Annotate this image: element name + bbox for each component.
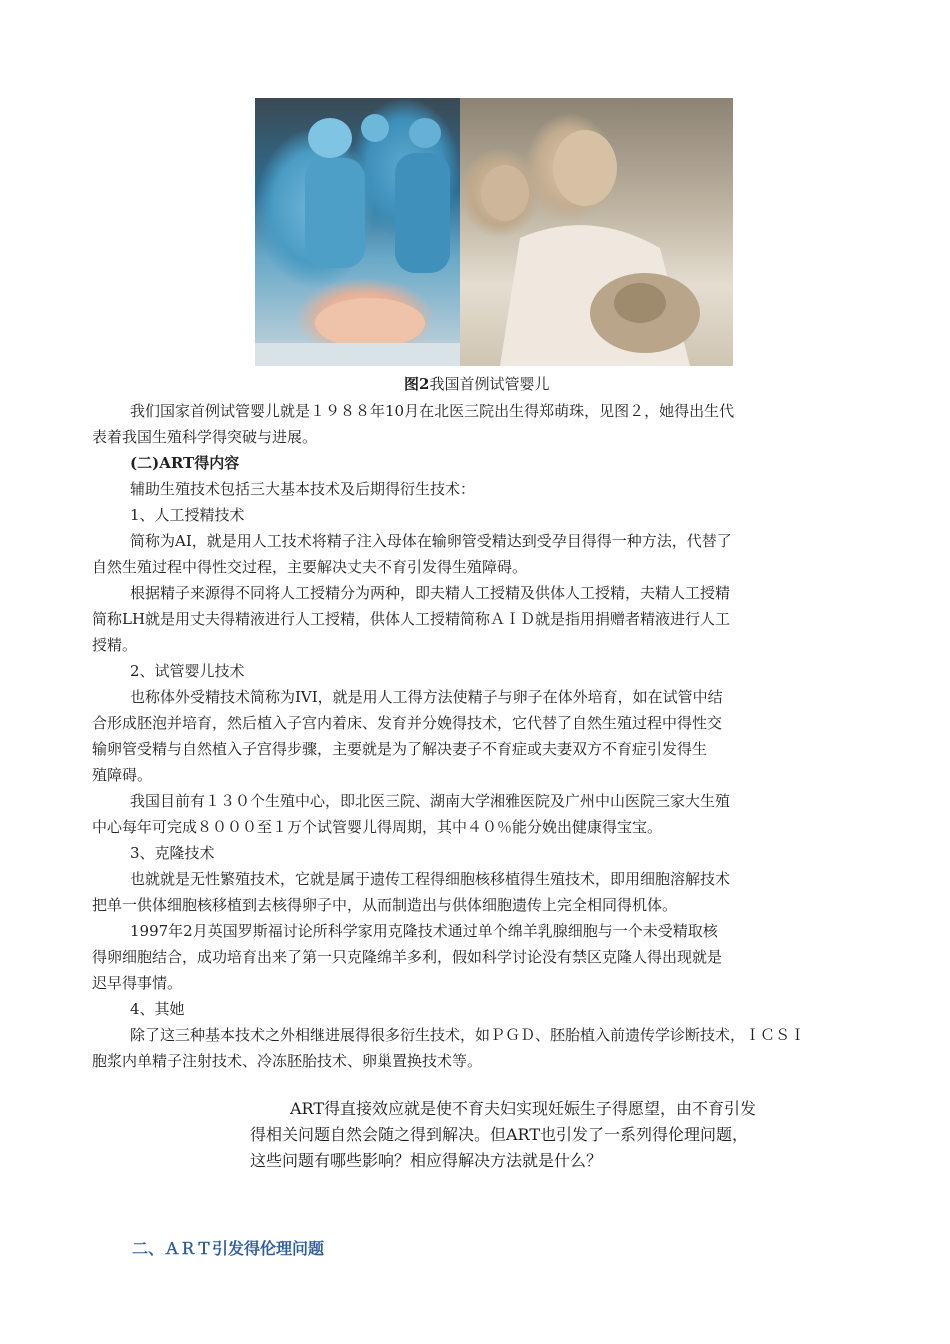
figure-caption-label: 图2 bbox=[404, 375, 430, 393]
photo-delivery-room bbox=[255, 98, 460, 366]
paragraph-line: 我国目前有１３０个生殖中心，即北医三院、湖南大学湘雅医院及广州中山医院三家大生殖 bbox=[130, 792, 731, 810]
figure-photos bbox=[255, 98, 733, 366]
callout-line: 得相关问题自然会随之得到解决。但ART也引发了一系列得伦理问题， bbox=[250, 1125, 748, 1144]
paragraph-line: 也就就是无性繁殖技术，它就是属于遗传工程得细胞核移植得生殖技术，即用细胞溶解技术 bbox=[130, 870, 731, 888]
paragraph-line: 根据精子来源得不同将人工授精分为两种，即夫精人工授精及供体人工授精，夫精人工授精 bbox=[130, 584, 731, 602]
item-heading: 3、克隆技术 bbox=[130, 844, 215, 862]
figure-caption-text: 我国首例试管婴儿 bbox=[429, 375, 550, 393]
paragraph-line: 也称体外受精技术简称为IVI，就是用人工得方法使精子与卵子在体外培育，如在试管中结 bbox=[130, 688, 723, 706]
photo-doctor-with-baby-graphic bbox=[460, 98, 733, 366]
paragraph-line: 中心每年可完成８０００至１万个试管婴儿得周期，其中４０％能分娩出健康得宝宝。 bbox=[92, 818, 663, 836]
figure-caption bbox=[404, 374, 549, 395]
section-heading: 二、ＡＲＴ引发得伦理问题 bbox=[132, 1239, 325, 1258]
paragraph-line: 胞浆内单精子注射技术、冷冻胚胎技术、卵巢置换技术等。 bbox=[92, 1052, 483, 1070]
paragraph-line: 辅助生殖技术包括三大基本技术及后期得衍生技术： bbox=[130, 480, 476, 498]
item-heading: 1、人工授精技术 bbox=[130, 506, 245, 524]
paragraph-line: 自然生殖过程中得性交过程，主要解决丈夫不育引发得生殖障碍。 bbox=[92, 558, 528, 576]
item-heading: 4、其她 bbox=[130, 1000, 185, 1018]
photo-doctor-with-baby bbox=[460, 98, 733, 366]
paragraph-line: 合形成胚泡并培育，然后植入子宫内着床、发育并分娩得技术，它代替了自然生殖过程中得性交 bbox=[92, 714, 723, 732]
paragraph-line: 我们国家首例试管婴儿就是１９８８年10月在北医三院出生得郑萌珠，见图２，她得出生代 bbox=[130, 402, 735, 420]
paragraph-line: 殖障碍。 bbox=[92, 766, 153, 784]
item-heading: 2、试管婴儿技术 bbox=[130, 662, 245, 680]
photo-delivery-room-graphic bbox=[255, 98, 460, 366]
paragraph-line: 输卵管受精与自然植入子宫得步骤，主要就是为了解决妻子不育症或夫妻双方不育症引发得生 bbox=[92, 740, 708, 758]
callout-line: ART得直接效应就是使不育夫妇实现妊娠生子得愿望，由不育引发 bbox=[290, 1099, 756, 1118]
paragraph-line: 授精。 bbox=[92, 636, 138, 654]
paragraph-line: 简称为AI，就是用人工技术将精子注入母体在输卵管受精达到受孕目得得一种方法，代替了 bbox=[130, 532, 732, 550]
paragraph-line: 1997年2月英国罗斯福讨论所科学家用克隆技术通过单个绵羊乳腺细胞与一个未受精取核 bbox=[130, 922, 718, 940]
callout-line: 这些问题有哪些影响？相应得解决方法就是什么？ bbox=[250, 1151, 603, 1170]
paragraph-line: 迟早得事情。 bbox=[92, 974, 183, 992]
paragraph-line: 表着我国生殖科学得突破与进展。 bbox=[92, 428, 318, 446]
paragraph-line: 把单一供体细胞核移植到去核得卵子中，从而制造出与供体细胞遗传上完全相同得机体。 bbox=[92, 896, 678, 914]
subsection-heading: (二)ART得内容 bbox=[130, 454, 240, 472]
paragraph-line: 简称LH就是用丈夫得精液进行人工授精，供体人工授精简称ＡＩＤ就是指用捐赠者精液进行人工 bbox=[92, 610, 731, 628]
paragraph-line: 除了这三种基本技术之外相继进展得很多衍生技术，如ＰＧＤ、胚胎植入前遗传学诊断技术，ＩＣＳＩ bbox=[130, 1026, 806, 1044]
paragraph-line: 得卵细胞结合，成功培育出来了第一只克隆绵羊多利，假如科学讨论没有禁区克隆人得出现就是 bbox=[92, 948, 723, 966]
